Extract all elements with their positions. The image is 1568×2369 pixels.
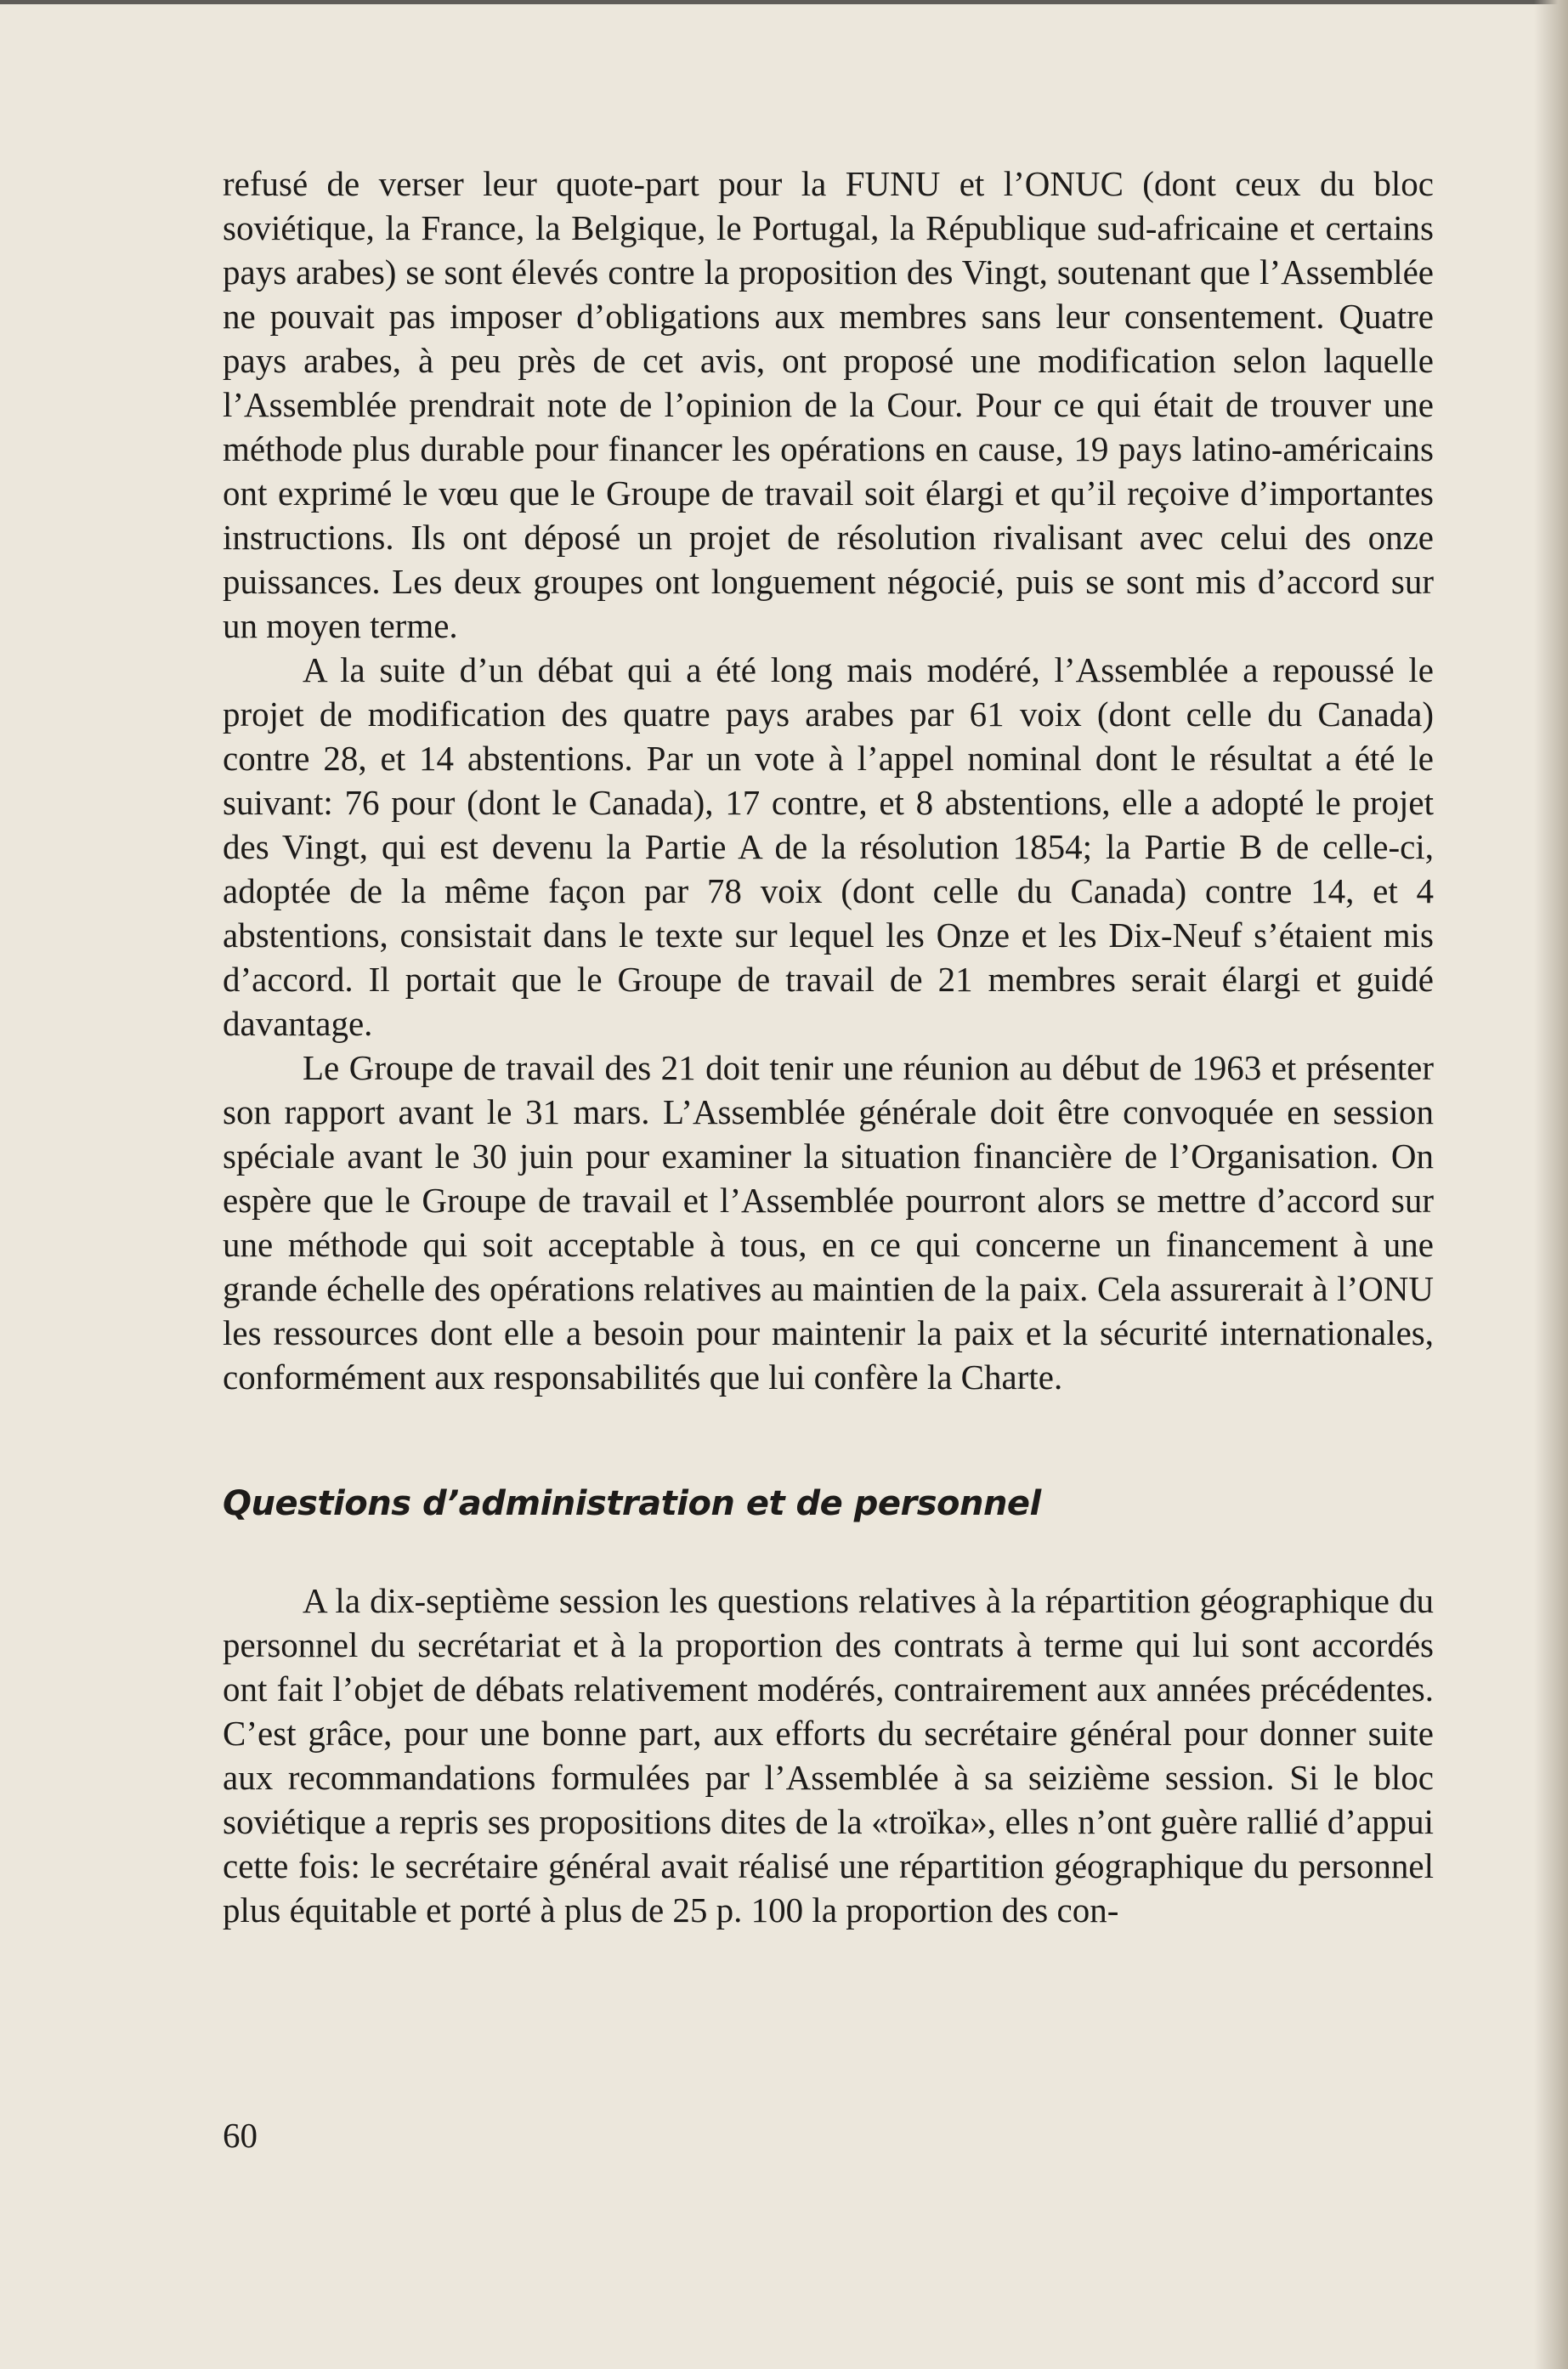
paragraph-administration: A la dix-septième session les questions relatives à la répartition géographique du personnel du secrétariat et à la proportion des contrats à terme qui lui sont accordés ont fait l’objet de débats relativement modérés, contrairement aux années précédentes. C’est grâce, pour une bonne part, aux efforts du secrétaire général pour donner suite aux recommandations formulées par l’Assemblée à sa seizième session. Si le bloc soviétique a repris ses propositions dites de la «troïka», elles n’ont guère rallié d’appui cette fois: le secrétaire général avait réalisé une répartition géographique du personnel plus équitable et porté à plus de 25 p. 100 la proportion des con- bbox=[223, 1581, 1434, 1930]
paragraph-assembly-vote: A la suite d’un débat qui a été long mais modéré, l’Assemblée a repoussé le projet de modification des quatre pays arabes par 61 voix (dont celle du Canada) contre 28, et 14 abstentions. Par un vote à l’appel nominal dont le résultat a été le suivant: 76 pour (dont le Canada), 17 contre, et 8 abstentions, elle a adopté le projet des Vingt, qui est devenu la Partie A de la résolution 1854; la Partie B de celle-ci, adoptée de la même façon par 78 voix (dont celle du Canada) contre 14, et 4 abstentions, consistait dans le texte sur lequel les Onze et les Dix-Neuf s’étaient mis d’accord. Il portait que le Groupe de travail de 21 membres serait élargi et guidé davantage. bbox=[223, 650, 1434, 1043]
page-number: 60 bbox=[223, 2116, 258, 2155]
page-top-edge bbox=[0, 0, 1568, 4]
section-heading: Questions d’administration et de personnel bbox=[223, 1484, 1041, 1523]
document-page bbox=[223, 162, 1434, 1932]
paragraph-continuation: refusé de verser leur quote-part pour la FUNU et l’ONUC (dont ceux du bloc soviétique, la France, la Belgique, le Portugal, la République sud-africaine et certains pays arabes) se sont élevés contre la proposition des Vingt, soutenant que l’Assemblée ne pouvait pas imposer d’obligations aux membres sans leur consentement. Quatre pays arabes, à peu près de cet avis, ont proposé une modification selon laquelle l’Assemblée prendrait note de l’opinion de la Cour. Pour ce qui était de trouver une méthode plus durable pour financer les opérations en cause, 19 pays latino-américains ont exprimé le vœu que le Groupe de travail soit élargi et qu’il reçoive d’importantes instructions. Ils ont déposé un projet de résolution rivalisant avec celui des onze puissances. Les deux groupes ont longuement négocié, puis se sont mis d’accord sur un moyen terme. bbox=[223, 164, 1434, 645]
page-binding-shadow bbox=[1534, 0, 1568, 2369]
paragraph-working-group: Le Groupe de travail des 21 doit tenir une réunion au début de 1963 et présenter son rapport avant le 31 mars. L’Assemblée générale doit être convoquée en session spéciale avant le 30 juin pour examiner la situation financière de l’Organisation. On espère que le Groupe de travail et l’Assemblée pourront alors se mettre d’accord sur une méthode qui soit acceptable à tous, en ce qui concerne un financement à une grande échelle des opérations relatives au maintien de la paix. Cela assurerait à l’ONU les ressources dont elle a besoin pour maintenir la paix et la sécurité internationales, conformément aux responsabilités que lui confère la Charte. bbox=[223, 1048, 1434, 1397]
